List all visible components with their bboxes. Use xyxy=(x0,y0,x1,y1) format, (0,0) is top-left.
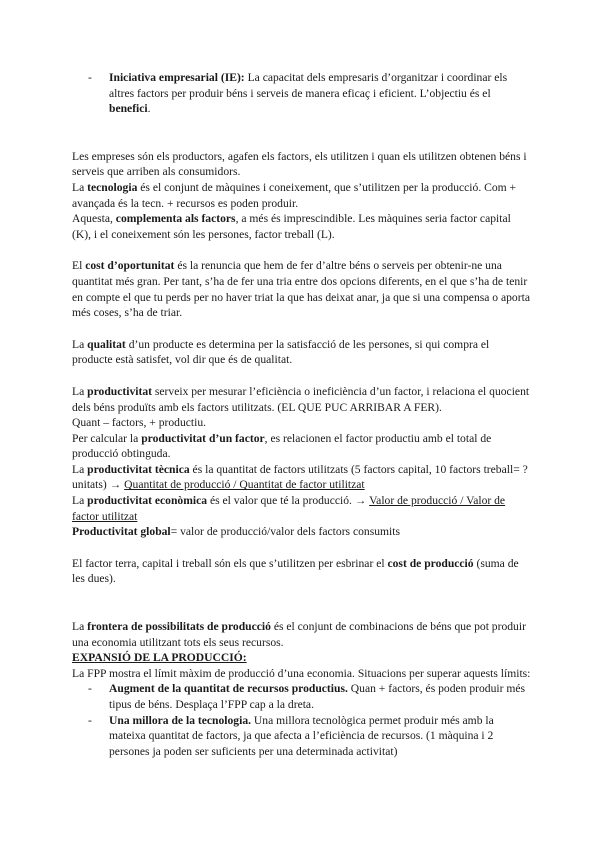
term-productivitat-global: Productivitat global xyxy=(72,525,171,539)
bullet-dash: - xyxy=(88,682,92,696)
text: La xyxy=(72,337,88,351)
text: La xyxy=(72,384,88,398)
text: Quan + factors, és poden produir més tipus de béns. Desplaça l’FPP cap a la dreta. xyxy=(109,682,526,711)
text: La xyxy=(72,462,88,476)
paragraph-cost-produccio xyxy=(72,556,532,587)
paragraph-quant-factors: Quant – factors, + productiu. xyxy=(72,416,207,430)
term-productivitat-economica: productivitat econòmica xyxy=(87,494,208,508)
text: La xyxy=(72,494,88,508)
text: és la renuncia que hem de fer d’altre béns o serveis per obtenir-ne una quantitat més gran. Per tant, s’ha de fer una tria entre dos opcions diferents, en el que s’ha de tenir en compte el que tu perds per no haver triat la que has deixat anar, ja que si una compensa o aporta més coses, s’ha de triar. xyxy=(72,259,530,320)
paragraph-productivitat-economica xyxy=(72,493,532,524)
text: = valor de producció/valor dels factors consumits xyxy=(170,525,400,539)
text: Aquesta, xyxy=(72,212,116,226)
term-productivitat: productivitat xyxy=(87,384,152,398)
paragraph-tecnologia xyxy=(72,180,532,211)
document-page xyxy=(72,70,532,759)
text: (suma de les dues). xyxy=(72,556,519,586)
paragraph-qualitat xyxy=(72,337,532,368)
bullet-augment-recursos xyxy=(72,681,532,712)
text: és el conjunt de combinacions de béns que pot produir una economia utilitzant tots els seus recursos. xyxy=(72,620,526,649)
text: és el valor que té la producció. → xyxy=(207,494,370,508)
paragraph-productivitat-tecnica xyxy=(72,462,532,493)
paragraph-cost-oportunitat xyxy=(72,258,532,320)
text: és la quantitat de factors utilitzats (5 factors capital, 10 factors treball= ? unitats) → xyxy=(72,462,528,492)
term-millora: Una millora de la tecnologia. xyxy=(109,713,252,727)
bullet-dash: - xyxy=(88,71,92,84)
term-productivitat-factor: productivitat d’un factor xyxy=(141,431,265,445)
term-cost-oportunitat: cost d’oportunitat xyxy=(85,259,175,273)
text: d’un producte es determina per la satisfacció de les persones, si qui compra el producte està satisfet, vol dir que és de qualitat. xyxy=(72,337,490,367)
paragraph-productivitat-global xyxy=(72,524,532,540)
text: La capacitat dels empresaris d’organitzar i coordinar els altres factors per produir béns i serveis de manera eficaç i eficient. L’objectiu és el xyxy=(109,71,508,100)
text: . xyxy=(147,102,151,116)
term-benefici: benefici xyxy=(109,102,148,116)
term-cost-produccio: cost de producció xyxy=(387,556,474,570)
bullet-dash: - xyxy=(88,713,92,727)
text: , es relacionen el factor productiu amb el total de producció obtinguda. xyxy=(72,431,492,461)
term-productivitat-tecnica: productivitat tècnica xyxy=(87,462,190,476)
paragraph-productivitat xyxy=(72,384,532,415)
text: El factor terra, capital i treball són els que s’utilitzen per esbrinar el xyxy=(72,556,388,570)
paragraph-empreses: Les empreses són els productors, agafen els factors, els utilitzen i quan els utilitzen obtenen béns i serveis que arriben als consumidors. xyxy=(72,149,527,179)
text: La xyxy=(72,620,88,634)
bullet-iniciativa-empresarial xyxy=(72,70,532,117)
term-fpp: frontera de possibilitats de producció xyxy=(87,620,271,634)
paragraph-fpp xyxy=(72,619,532,650)
text: Una millora tecnològica permet produir més amb la mateixa quantitat de factors, ja que afecta a l’eficiència de recursos. (1 màquina i 2 persones ja poden ser suficients per una determinada activitat) xyxy=(109,713,494,758)
paragraph-complementa xyxy=(72,211,532,242)
bullet-millora-tecnologia xyxy=(72,713,532,760)
term-tecnologia: tecnologia xyxy=(87,180,138,194)
term-iniciativa: Iniciativa empresarial (IE): xyxy=(109,71,245,84)
section-heading-expansio xyxy=(72,650,532,666)
text: Per calcular la xyxy=(72,431,142,445)
formula-economica: Valor de producció / Valor de factor utilitzat xyxy=(72,494,506,523)
text: és el conjunt de màquines i coneixement, que s’utilitzen per la producció. Com + avançada és la tecn. + recursos es poden produir. xyxy=(72,180,517,210)
text: , a més és imprescindible. Les màquines seria factor capital (K), i el coneixement són les persones, factor treball (L). xyxy=(72,212,511,241)
term-qualitat: qualitat xyxy=(87,337,126,351)
term-augment: Augment de la quantitat de recursos productius. xyxy=(109,682,348,696)
text: La xyxy=(72,180,88,194)
term-complementa: complementa als factors xyxy=(115,212,236,226)
formula-tecnica: Quantitat de producció / Quantitat de factor utilitzat xyxy=(124,478,365,492)
paragraph-productivitat-factor xyxy=(72,431,532,462)
paragraph-fpp-limit: La FPP mostra el límit màxim de producció d’una economia. Situacions per superar aquests límits: xyxy=(72,666,531,680)
text: El xyxy=(72,259,86,273)
text: serveix per mesurar l’eficiència o ineficiència d’un factor, i relaciona el quocient dels béns produïts amb els factors utilitzats. (EL QUE PUC ARRIBAR A FER). xyxy=(72,384,530,414)
heading-text: EXPANSIÓ DE LA PRODUCCIÓ: xyxy=(72,651,247,665)
